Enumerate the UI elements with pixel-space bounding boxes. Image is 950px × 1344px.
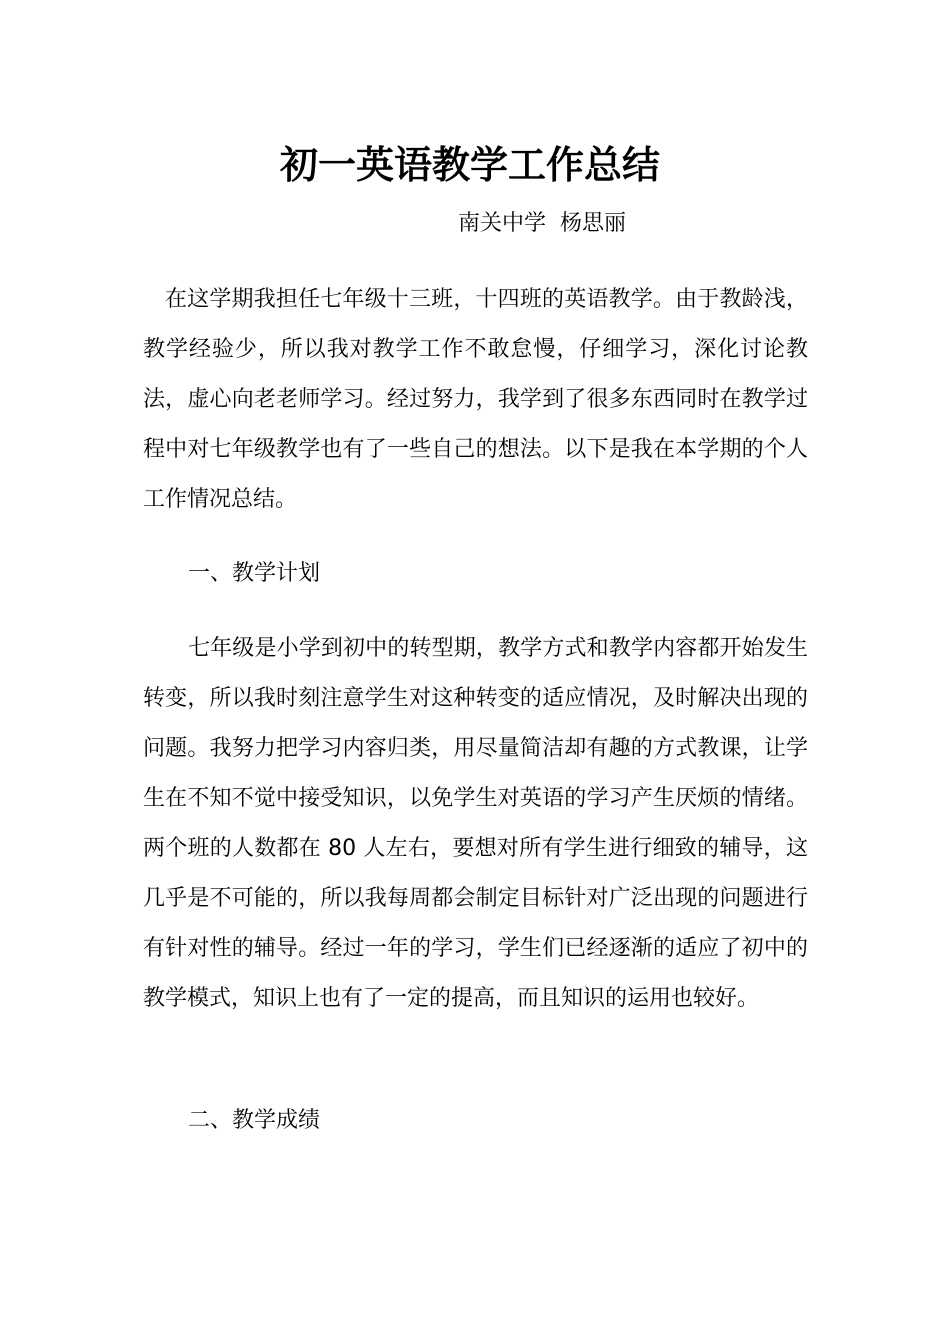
- intro-paragraph: 在这学期我担任七年级十三班，十四班的英语教学。由于教龄浅，教学经验少，所以我对教学工作不敢怠慢，仔细学习，深化讨论教法，虚心向老老师学习。经过努力，我学到了很多东西同时在教学过程中对七年级教学也有了一些自己的想法。以下是我在本学期的个人工作情况总结。: [143, 287, 808, 512]
- section-heading-teaching-results: 二、教学成绩: [188, 1108, 321, 1133]
- document-title: 初一英语教学工作总结: [279, 143, 660, 187]
- author-line: 南关中学 杨思丽: [458, 211, 626, 236]
- section-heading-teaching-plan: 一、教学计划: [188, 561, 321, 586]
- teaching-plan-paragraph: 七年级是小学到初中的转型期，教学方式和教学内容都开始发生转变，所以我时刻注意学生对这种转变的适应情况，及时解决出现的问题。我努力把学习内容归类，用尽量简洁却有趣的方式教课，让学生在不知不觉中接受知识，以免学生对英语的学习产生厌烦的情绪。两个班的人数都在 80 人左右，要想对所有学生进行细致的辅导，这几乎是不可能的，所以我每周都会制定目标针对广泛出现的问题进行有针对性的辅导。经过一年的学习，学生们已经逐渐的适应了初中的教学模式，知识上也有了一定的提高，而且知识的运用也较好。: [143, 636, 808, 1011]
